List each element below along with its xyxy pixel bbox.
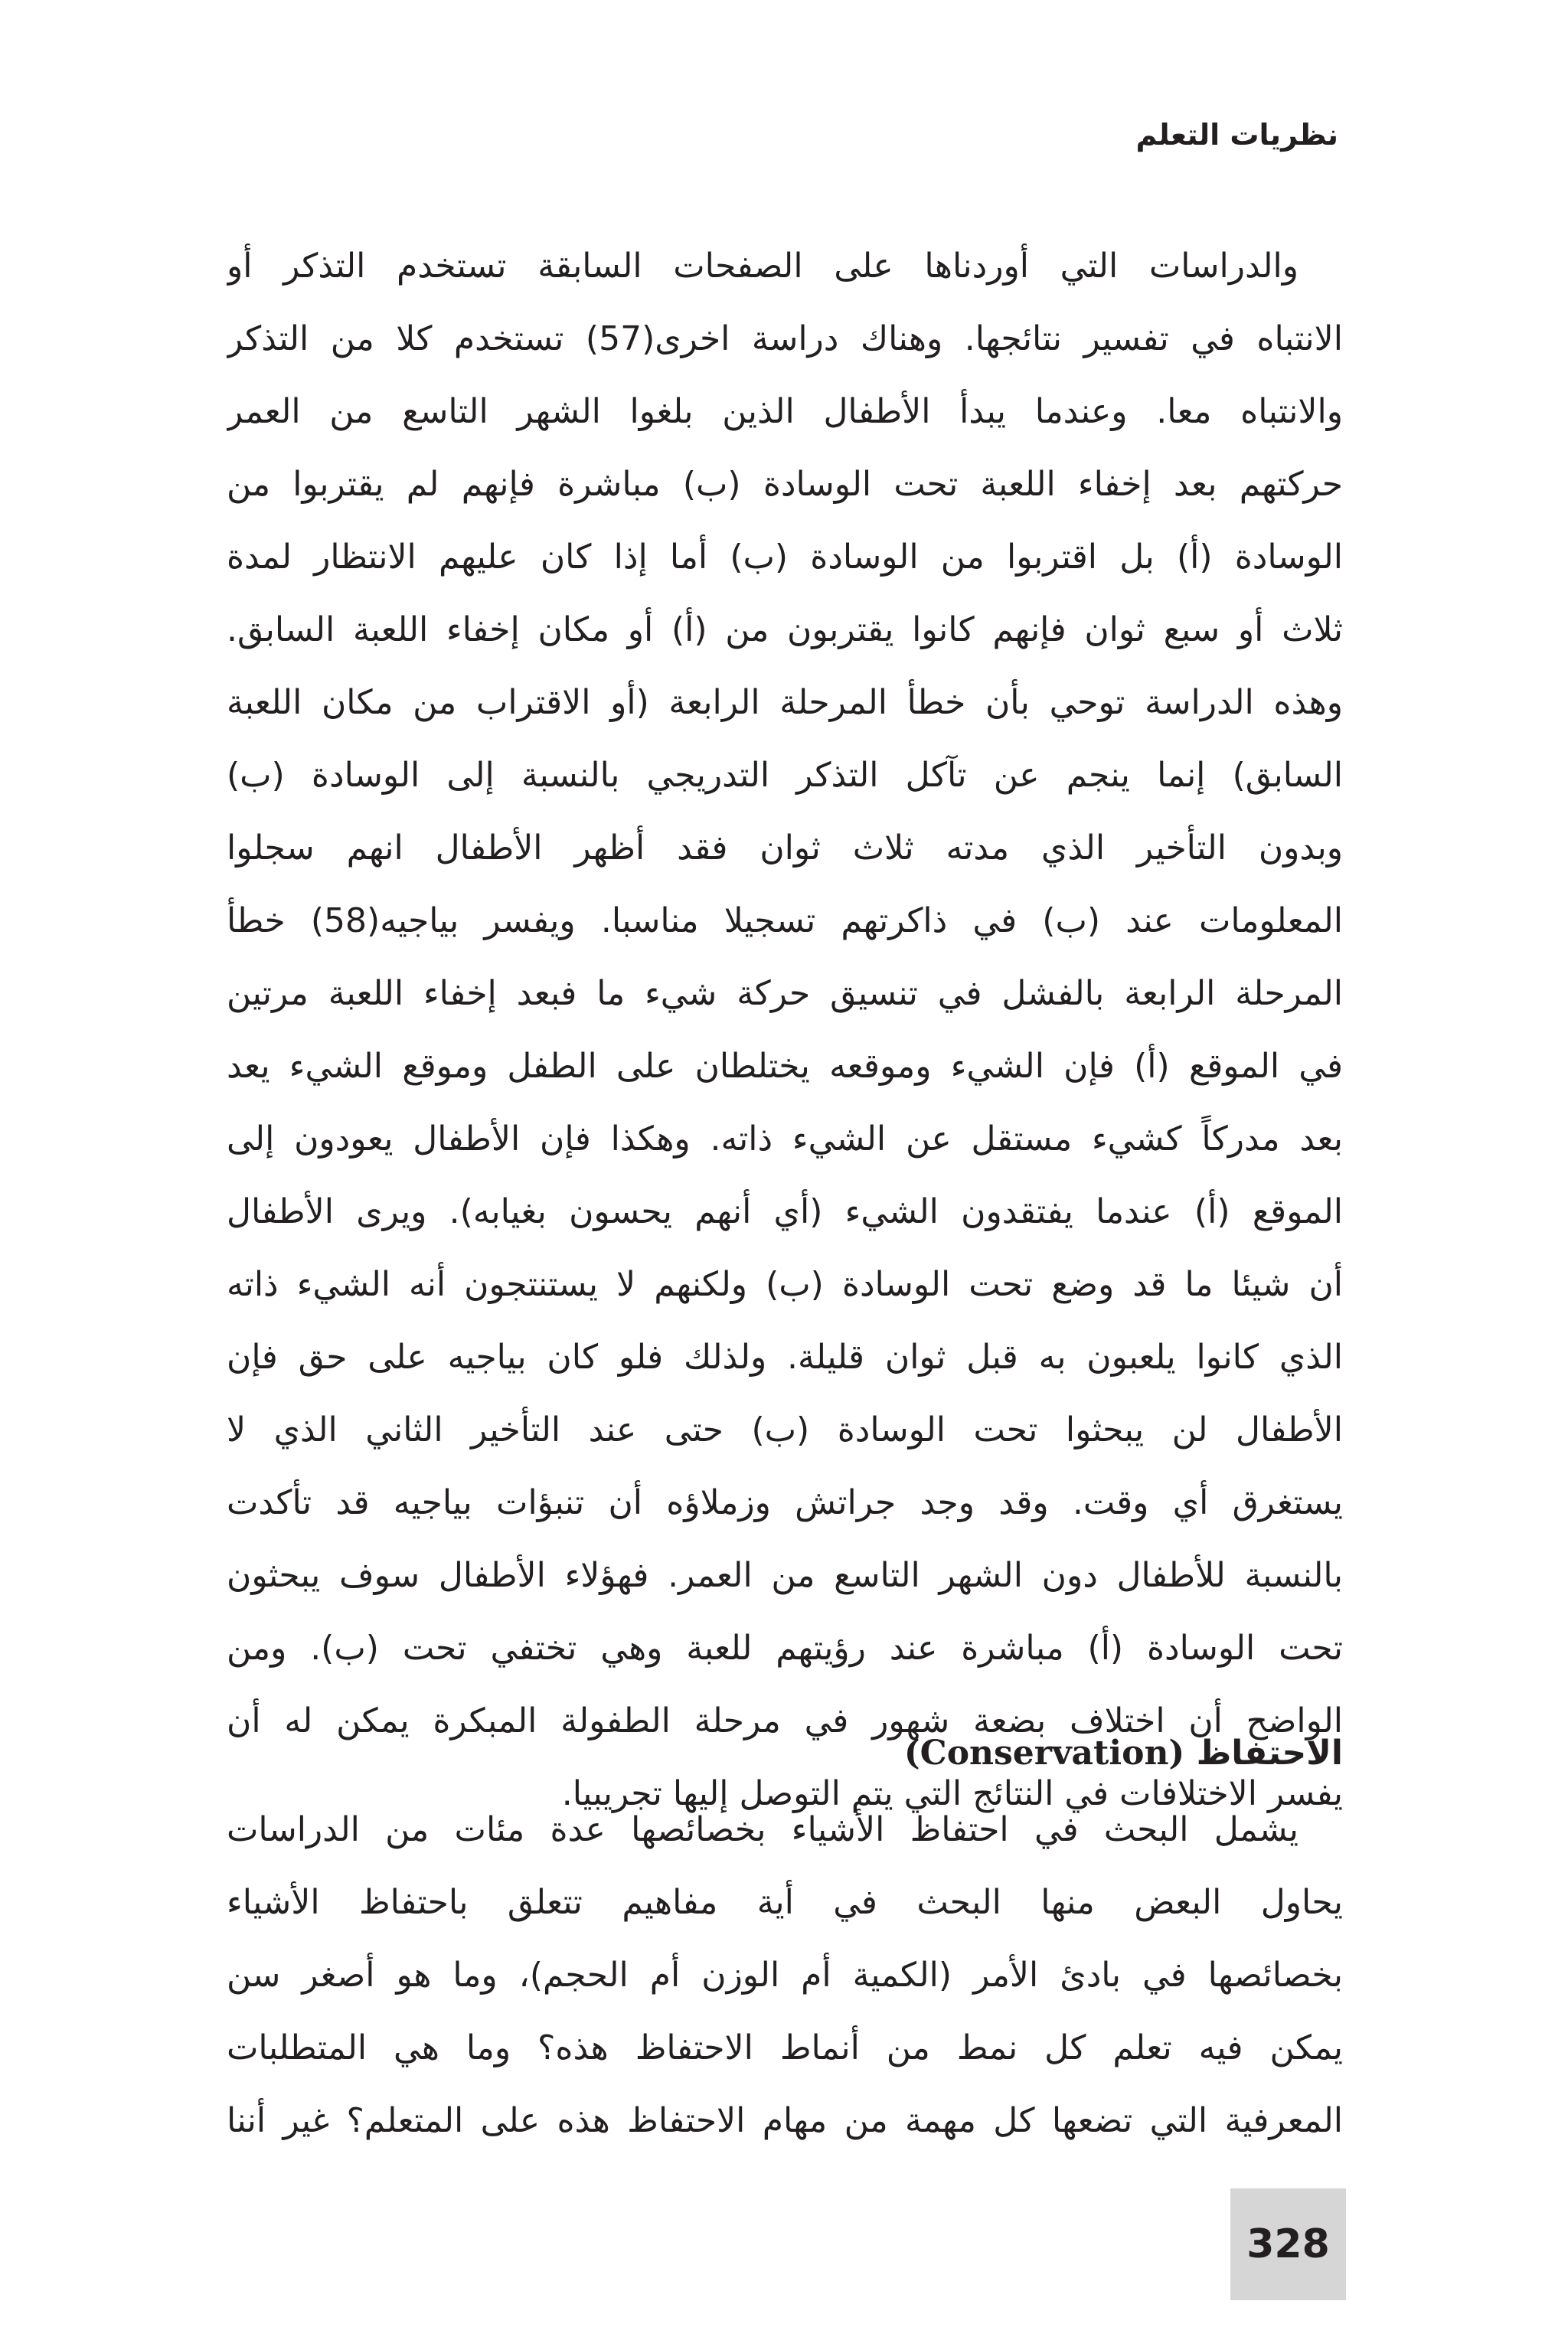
text-line: يحاول البعض منها البحث في أية مفاهيم تتعلق باحتفاظ الأشياء xyxy=(227,1883,1343,1922)
text-line: يستغرق أي وقت. وقد وجد جراتش وزملاؤه أن تنبؤات بياجيه قد تأكدت xyxy=(227,1483,1343,1522)
text-line: والدراسات التي أوردناها على الصفحات السابقة تستخدم التذكر أو xyxy=(227,247,1298,286)
text-line: في الموقع (أ) فإن الشيء وموقعه يختلطان على الطفل وموقع الشيء يعد xyxy=(227,1047,1343,1086)
text-line: يفسر الاختلافات في النتائج التي يتم التوصل إليها تجريبيا. xyxy=(561,1774,1343,1813)
text-line: حركتهم بعد إخفاء اللعبة تحت الوسادة (ب) مباشرة فإنهم لم يقتربوا من xyxy=(227,465,1343,504)
text-line: وهذه الدراسة توحي بأن خطأ المرحلة الرابعة (أو الاقتراب من مكان اللعبة xyxy=(227,683,1343,722)
body-paragraph-1 xyxy=(227,230,1343,1830)
text-line: الأطفال لن يبحثوا تحت الوسادة (ب) حتى عند التأخير الثاني الذي لا xyxy=(227,1410,1343,1450)
running-header-title: نظريات التعلم xyxy=(1135,118,1338,152)
text-line: يشمل البحث في احتفاظ الأشياء بخصائصها عدة مئات من الدراسات xyxy=(227,1810,1298,1849)
text-line: المرحلة الرابعة بالفشل في تنسيق حركة شيء ما فبعد إخفاء اللعبة مرتين xyxy=(227,974,1343,1013)
text-line: بعد مدركاً كشيء مستقل عن الشيء ذاته. وهكذا فإن الأطفال يعودون إلى xyxy=(227,1119,1343,1159)
section-heading-conservation xyxy=(904,1724,1343,1783)
text-line: الوسادة (أ) بل اقتربوا من الوسادة (ب) أما إذا كان عليهم الانتظار لمدة xyxy=(227,538,1343,577)
text-line: المعلومات عند (ب) في ذاكرتهم تسجيلا مناسبا. ويفسر بياجيه(58) خطأ xyxy=(227,901,1343,940)
text-line: أن شيئا ما قد وضع تحت الوسادة (ب) ولكنهم لا يستنتجون أنه الشيء ذاته xyxy=(227,1265,1343,1304)
text-line: يمكن فيه تعلم كل نمط من أنماط الاحتفاظ هذه؟ وما هي المتطلبات xyxy=(227,2028,1343,2067)
text-line: والانتباه معا. وعندما يبدأ الأطفال الذين بلغوا الشهر التاسع من العمر xyxy=(227,392,1343,431)
section-heading-latin: (Conservation) xyxy=(903,1734,1185,1773)
text-line: الذي كانوا يلعبون به قبل ثوان قليلة. ولذلك فلو كان بياجيه على حق فإن xyxy=(227,1338,1343,1377)
text-line: الموقع (أ) عندما يفتقدون الشيء (أي أنهم يحسون بغيابه). ويرى الأطفال xyxy=(227,1192,1343,1231)
page-number-box xyxy=(1230,2188,1346,2300)
text-line: بخصائصها في بادئ الأمر (الكمية أم الوزن أم الحجم)، وما هو أصغر سن xyxy=(227,1956,1343,1995)
text-line: ثلاث أو سبع ثوان فإنهم كانوا يقتربون من (أ) أو مكان إخفاء اللعبة السابق. xyxy=(227,610,1343,649)
text-line: السابق) إنما ينجم عن تآكل التذكر التدريجي بالنسبة إلى الوسادة (ب) xyxy=(227,756,1343,795)
body-paragraph-2 xyxy=(227,1793,1343,2157)
section-heading-arabic: الاحتفاظ xyxy=(1196,1734,1343,1773)
text-line: تحت الوسادة (أ) مباشرة عند رؤيتهم للعبة وهي تختفي تحت (ب). ومن xyxy=(227,1629,1343,1668)
text-line: بالنسبة للأطفال دون الشهر التاسع من العمر. فهؤلاء الأطفال سوف يبحثون xyxy=(227,1556,1343,1595)
text-line: الواضح أن اختلاف بضعة شهور في مرحلة الطفولة المبكرة يمكن له أن xyxy=(227,1701,1343,1740)
text-line: المعرفية التي تضعها كل مهمة من مهام الاحتفاظ هذه على المتعلم؟ غير أننا xyxy=(227,2101,1343,2140)
text-line: وبدون التأخير الذي مدته ثلاث ثوان فقد أظهر الأطفال انهم سجلوا xyxy=(227,829,1343,868)
page-number: 328 xyxy=(1246,2221,1330,2267)
text-line: الانتباه في تفسير نتائجها. وهناك دراسة اخرى(57) تستخدم كلا من التذكر xyxy=(227,319,1343,358)
